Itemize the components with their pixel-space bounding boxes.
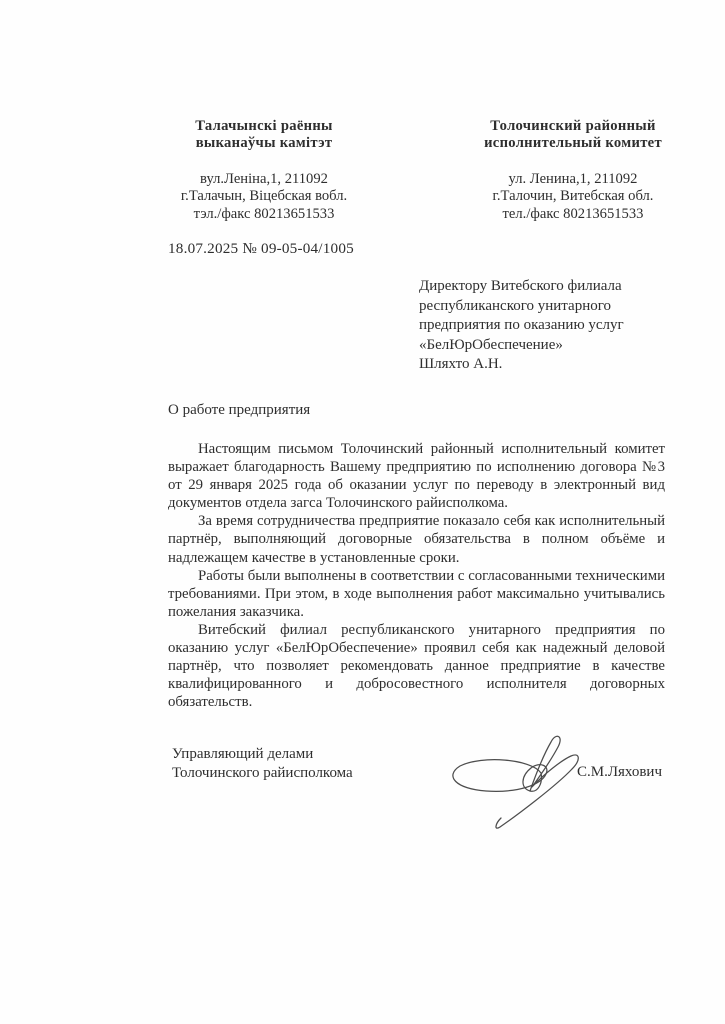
handwritten-signature xyxy=(438,726,586,841)
letterhead-left-address-line: г.Талачын, Віцебская вобл. xyxy=(180,188,348,205)
recipient-line: предприятия по оказанию услуг xyxy=(419,317,624,334)
handwritten-signature-icon xyxy=(438,726,586,841)
letterhead-right-address-line: ул. Ленина,1, 211092 xyxy=(508,171,638,187)
body-paragraph: Работы были выполнены в соответствии с согласованными техническими требованиями. При этом, в ходе выполнения работ максимально учитывались пожелания заказчика. xyxy=(168,567,665,620)
body-paragraph: За время сотрудничества предприятие показало себя как исполнительный партнёр, выполняющий договорные обязательства в полном объёме и надлежащем качестве в установленные сроки. xyxy=(168,513,665,566)
letterhead-left-title xyxy=(150,118,378,151)
recipient-line: Шляхто А.Н. xyxy=(419,356,503,373)
letterhead-left-address xyxy=(150,171,378,223)
letterhead-right-title-line: исполнительный комитет xyxy=(484,134,662,151)
letterhead-left xyxy=(150,118,378,223)
signoff-position-line: Управляющий делами xyxy=(172,746,314,762)
letterhead-right-address-line: тел./факс 80213651533 xyxy=(502,205,644,222)
reference-date-number: 18.07.2025 № 09-05-04/1005 xyxy=(168,240,354,257)
letterhead-left-title-line: Талачынскі раённы xyxy=(195,118,333,134)
signoff-position-line: Толочинского райисполкома xyxy=(172,765,353,781)
body-paragraph: Витебский филиал республиканского унитарного предприятия по оказанию услуг «БелЮрОбеспечение» проявил себя как надежный деловой партнёр, что позволяет рекомендовать данное предприятие в качестве квалифицированного и добросовестного исполнителя договорных обязательств. xyxy=(168,621,665,711)
letterhead-left-address-line: вул.Леніна,1, 211092 xyxy=(200,171,328,187)
letterhead-left-title-line: выканаўчы камітэт xyxy=(195,134,333,151)
subject-line: О работе предприятия xyxy=(168,402,311,418)
signoff-position xyxy=(172,745,353,783)
recipient-line: Директору Витебского филиала xyxy=(419,278,622,294)
recipient-line: республиканского унитарного xyxy=(419,297,612,314)
letterhead-right-title xyxy=(458,118,688,151)
signer-name: С.М.Ляхович xyxy=(577,764,662,780)
recipient-line: «БелЮрОбеспечение» xyxy=(419,336,563,353)
letterhead-right-address-line: г.Талочин, Витебская обл. xyxy=(492,188,654,205)
letter-body xyxy=(168,440,665,711)
letterhead-left-address-line: тэл./факс 80213651533 xyxy=(193,205,335,222)
letterhead-right xyxy=(458,118,688,223)
recipient-block xyxy=(419,277,679,375)
letterhead-right-title-line: Толочинский районный xyxy=(490,118,656,134)
letterhead-right-address xyxy=(458,171,688,223)
body-paragraph: Настоящим письмом Толочинский районный исполнительный комитет выражает благодарность Вашему предприятию по исполнению договора №3 от 29 января 2025 года об оказании услуг по переводу в электронный вид документов отдела загса Толочинского райисполкома. xyxy=(168,441,665,512)
